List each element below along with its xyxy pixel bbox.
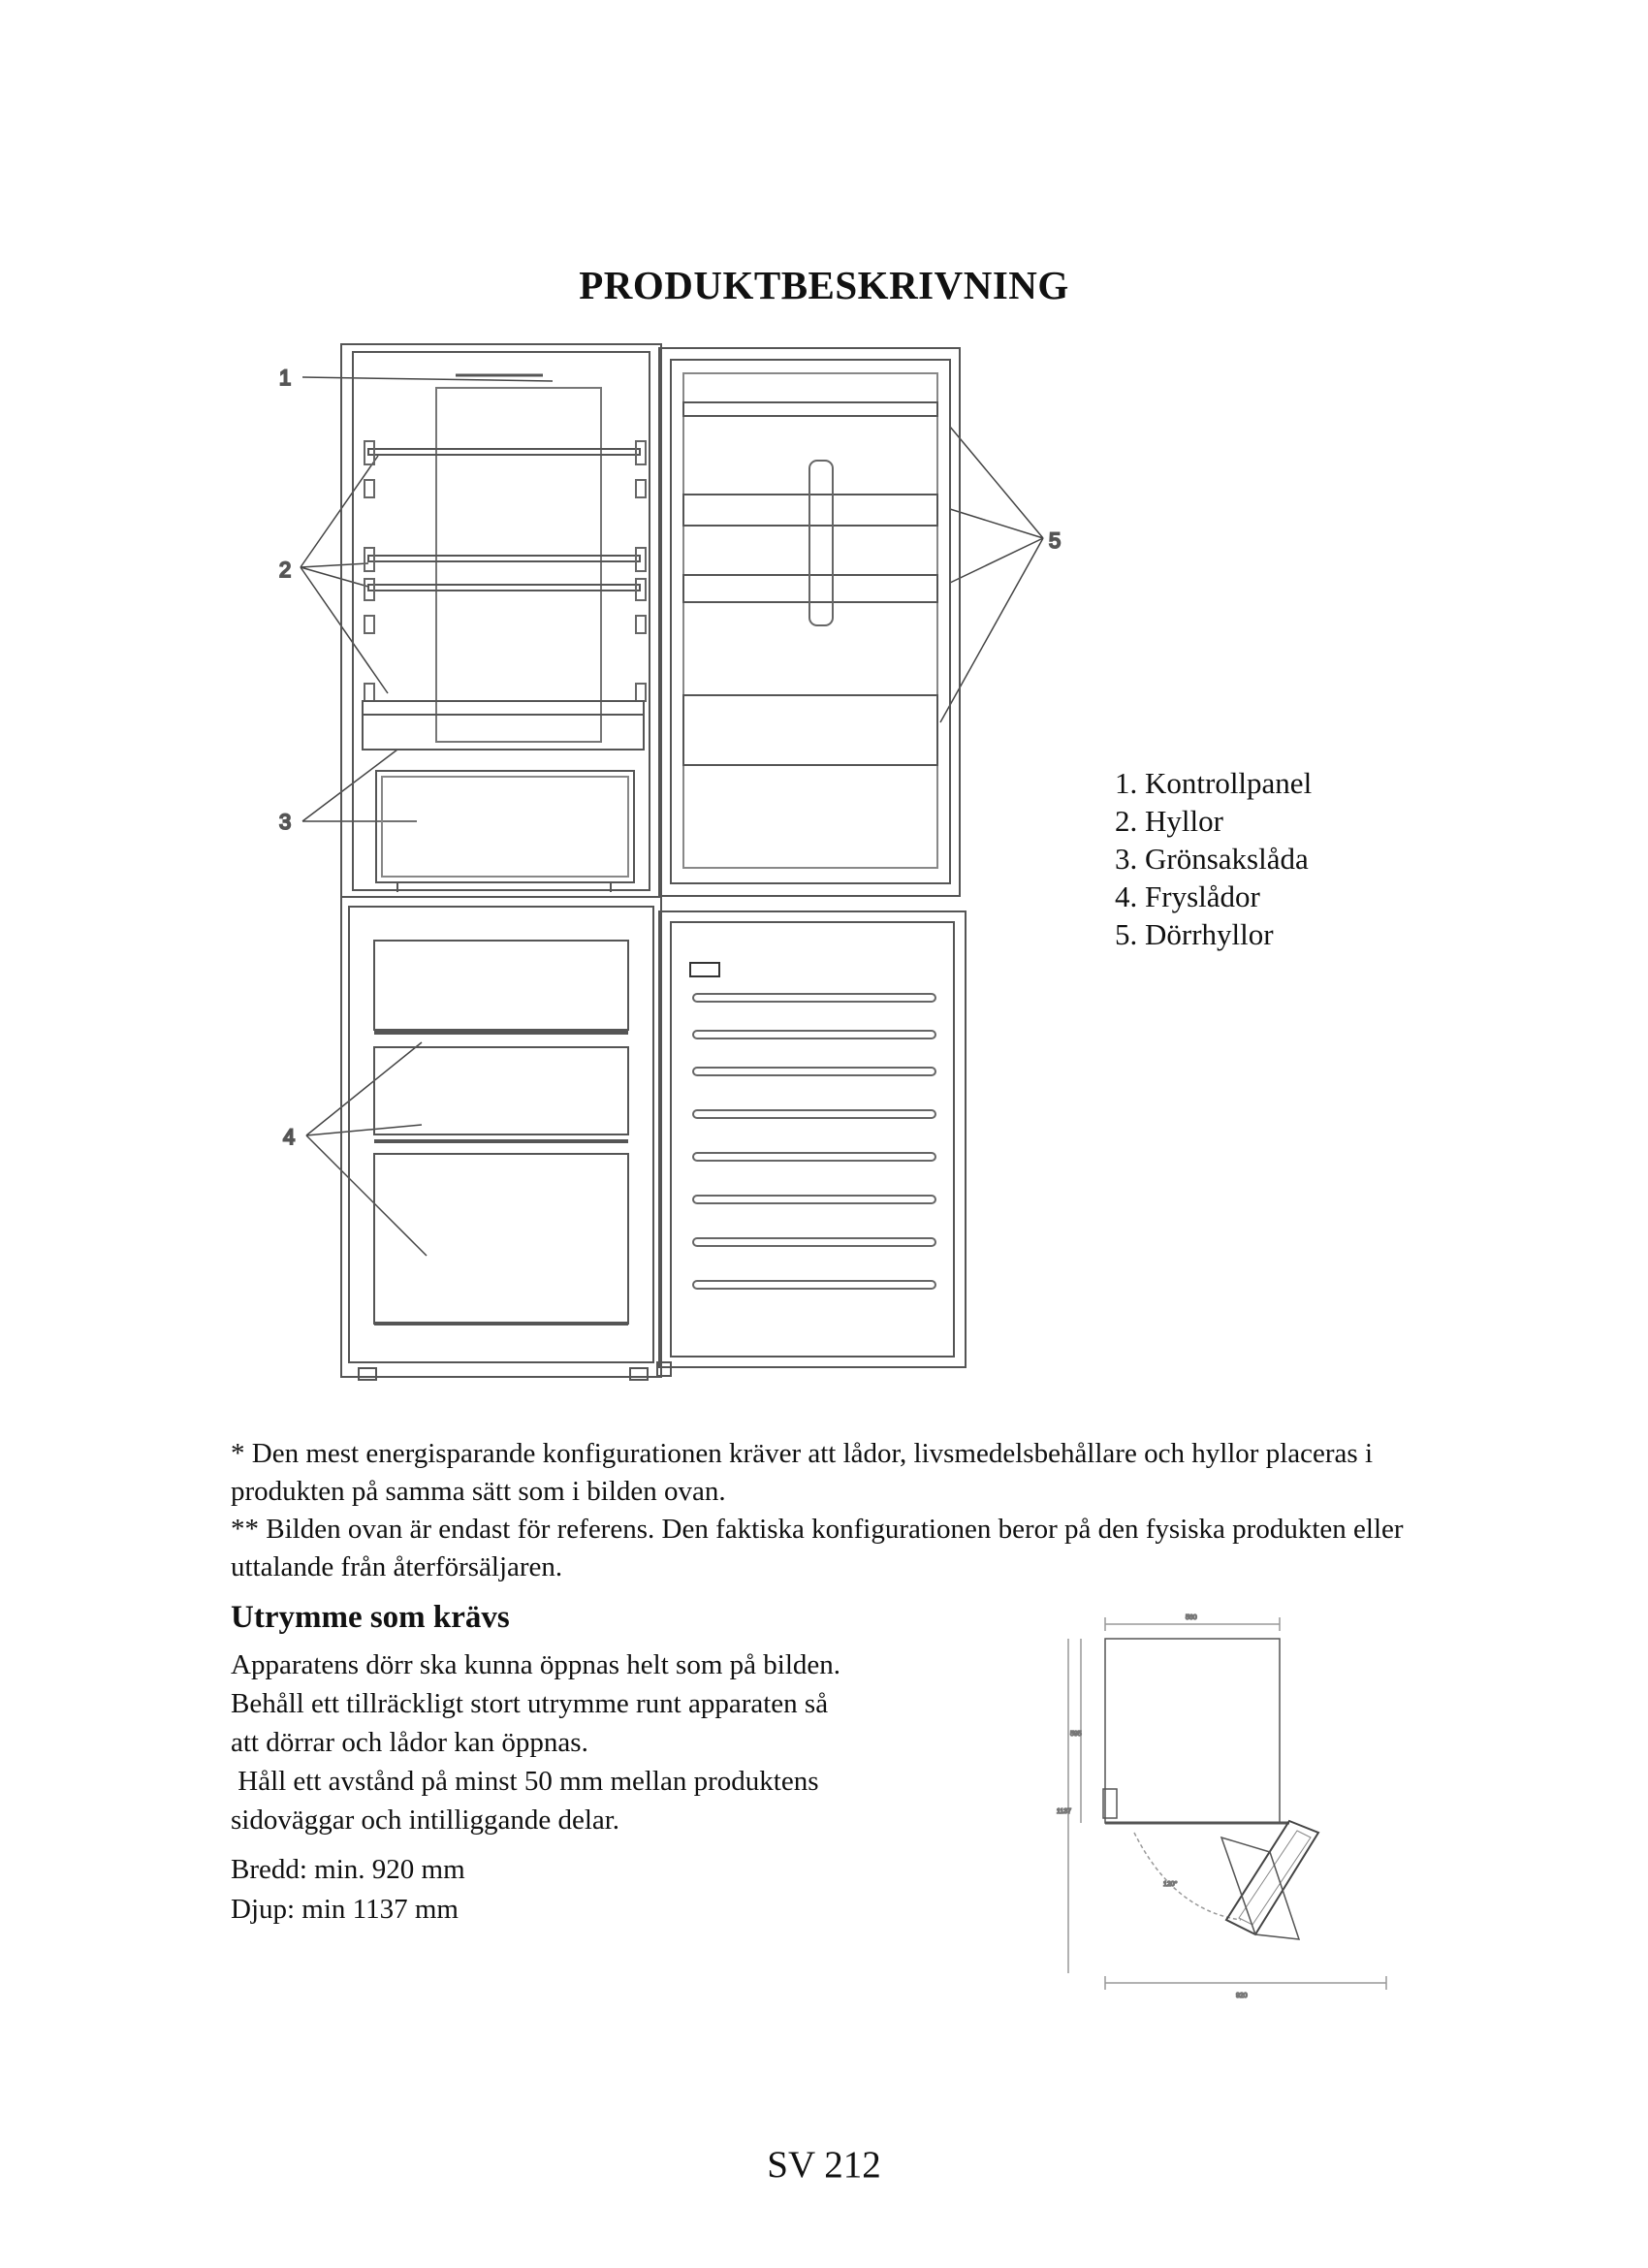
list-item: 3. Grönsakslåda	[1115, 842, 1309, 876]
width-requirement: Bredd: min. 920 mm	[231, 1854, 465, 1885]
callout-5: 5	[1049, 528, 1062, 553]
dim-depth-label: 1137	[1057, 1808, 1072, 1815]
list-item: 2. Hyllor	[1115, 804, 1223, 838]
clearance-diagram	[1028, 1590, 1396, 2017]
page-number: SV 212	[767, 2144, 881, 2186]
page-title: PRODUKTBESKRIVNING	[579, 263, 1069, 307]
text-line: sidoväggar och intilliggande delar.	[231, 1805, 620, 1836]
footnotes	[231, 1435, 1452, 1586]
callout-1: 1	[279, 366, 292, 390]
note-reference: ** Bilden ovan är endast för referens. Den faktiska konfigurationen beror på den fysiska produkten eller uttalande från återförsäljaren.	[231, 1514, 1404, 1582]
doors	[657, 348, 966, 1376]
list-item: 4. Fryslådor	[1115, 879, 1260, 913]
text-line: Håll ett avstånd på minst 50 mm mellan produktens	[231, 1766, 819, 1797]
parts-list	[1115, 764, 1312, 953]
cabinet	[341, 344, 661, 1380]
callout-2: 2	[279, 558, 292, 582]
fridge-diagram	[279, 335, 1062, 1401]
depth-requirement: Djup: min 1137 mm	[231, 1894, 459, 1925]
dimensions	[231, 1850, 465, 1930]
list-item: 1. Kontrollpanel	[1115, 766, 1313, 800]
note-energy: * Den mest energisparande konfigurationen kräver att lådor, livsmedelsbehållare och hyllor placeras i produkten på samma sätt som i bilden ovan.	[231, 1438, 1374, 1507]
callout-4: 4	[283, 1125, 296, 1149]
dim-top-label: 560	[1186, 1614, 1197, 1621]
text-line: Apparatens dörr ska kunna öppnas helt som på bilden.	[231, 1649, 840, 1680]
dim-side-label: 595	[1070, 1731, 1082, 1738]
section-heading: Utrymme som krävs	[231, 1600, 510, 1635]
angle-label: 120°	[1163, 1881, 1178, 1888]
dim-width-label: 920	[1236, 1993, 1248, 1999]
list-item: 5. Dörrhyllor	[1115, 917, 1274, 951]
text-line: att dörrar och lådor kan öppnas.	[231, 1727, 588, 1758]
callout-3: 3	[279, 810, 292, 834]
text-line: Behåll ett tillräckligt stort utrymme runt apparaten så	[231, 1688, 829, 1719]
space-requirements-text	[231, 1645, 987, 1839]
